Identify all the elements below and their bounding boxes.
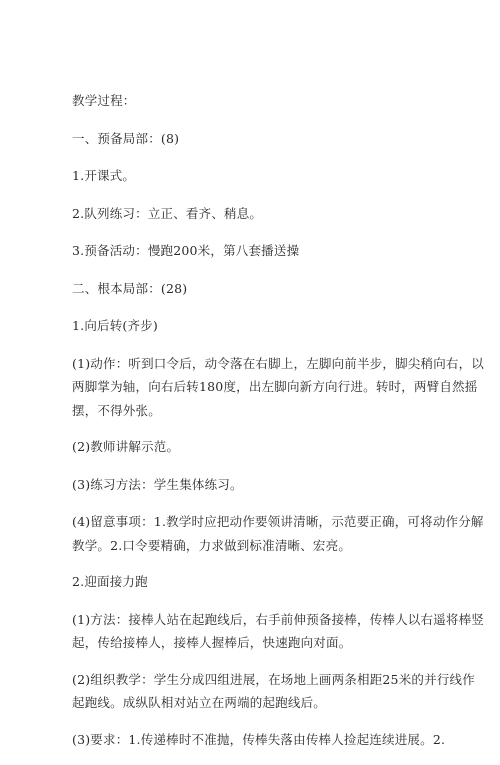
section-heading-teaching-process: 教学过程：: [72, 93, 136, 108]
paragraph-method: (1)方法：接棒人站在起跑线后，右手前伸预备接棒，传棒人以右遥将棒竖起，传给接棒人，接棒人握棒后，快速跑向对面。: [72, 611, 485, 650]
paragraph-notes: (4)留意事项：1.教学时应把动作要领讲清晰，示范要正确，可将动作分解教学。2.口令要精确，力求做到标准清晰、宏亮。: [72, 514, 484, 553]
section-heading-main: 二、根本局部：(28): [72, 280, 188, 296]
paragraph-practice: (3)练习方法：学生集体练习。: [72, 476, 243, 492]
paragraph-organization: (2)组织教学：学生分成四组进展，在场地上画两条相距25米的并行线作起跑线。成纵队相对站立在两端的起跑线后。: [72, 671, 475, 710]
paragraph-requirements: (3)要求：1.传递棒时不准抛，传棒失落由传棒人捡起连续进展。2.: [72, 731, 446, 747]
subheading-relay: 2.迎面接力跑: [72, 574, 148, 589]
list-item-warmup: 3.预备活动：慢跑200米，第八套播送操: [72, 243, 300, 258]
list-item-opening: 1.开课式。: [72, 168, 136, 183]
subheading-turn: 1.向后转(齐步): [72, 318, 158, 333]
paragraph-demo: (2)教师讲解示范。: [72, 439, 180, 454]
list-item-drill: 2.队列练习：立正、看齐、稍息。: [72, 205, 263, 221]
section-heading-preparation: 一、预备局部：(8): [72, 130, 180, 146]
document-body: [72, 89, 484, 765]
paragraph-action: (1)动作：听到口令后，动令落在右脚上，左脚向前半步，脚尖稍向右，以两脚掌为轴，向右后转180度，出左脚向新方向行进。转时，两臂自然摇摆，不得外张。: [72, 355, 485, 418]
